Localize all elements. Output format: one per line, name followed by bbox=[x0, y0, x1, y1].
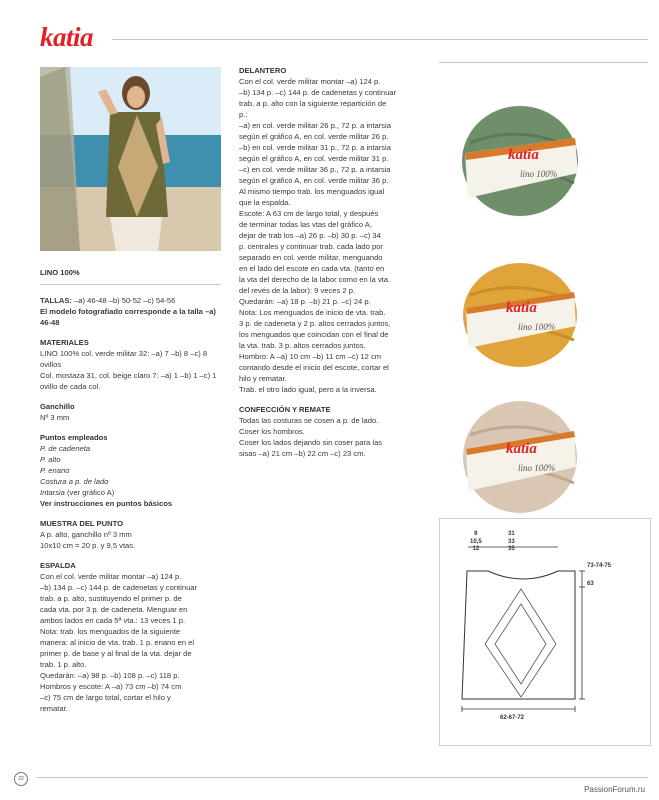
muestra-title: MUESTRA DEL PUNTO bbox=[40, 519, 123, 528]
site-watermark: PassionForum.ru bbox=[584, 785, 645, 794]
schematic-label: 12 bbox=[472, 546, 480, 552]
espalda-line: primer p. de base y al final de la vta. dejar de bbox=[40, 649, 192, 658]
schematic-label: 31 bbox=[508, 531, 515, 537]
schematic-label: 10,5 bbox=[470, 538, 482, 545]
header-rule-right bbox=[439, 62, 648, 63]
confeccion-line: sisas –a) 21 cm –b) 22 cm –c) 23 cm. bbox=[239, 449, 366, 458]
confeccion-line: Coser los hombros. bbox=[239, 427, 305, 436]
left-column bbox=[40, 267, 228, 714]
yarn-brand: katia bbox=[508, 147, 539, 163]
delantero-line: –b) en col. verde militar 31 p., 72 p. a intarsia bbox=[239, 143, 391, 152]
delantero-line: Hombro: A –a) 10 cm –b) 11 cm –c) 12 cm bbox=[239, 352, 382, 361]
yarn-ball-beige bbox=[460, 397, 580, 520]
espalda-line: Quedarán: –a) 98 p. –b) 108 p. –c) 118 p. bbox=[40, 671, 180, 680]
punto-item: P. enano bbox=[40, 466, 70, 475]
delantero-line: hilo y rematar. bbox=[239, 374, 287, 383]
ganchillo-value: Nº 3 mm bbox=[40, 413, 70, 422]
muestra-line-1: A p. alto, ganchillo nº 3 mm bbox=[40, 530, 132, 539]
delantero-line: Al mismo tiempo trab. los menguados igual bbox=[239, 187, 385, 196]
schematic-label: 33 bbox=[508, 538, 515, 545]
schematic-bottom: 62-67-72 bbox=[500, 715, 525, 721]
delantero-line: separado en col. verde militar, menguando bbox=[239, 253, 383, 262]
delantero-line: según el gráfico A, en col. verde militar 26 p. bbox=[239, 132, 389, 141]
schematic-top-right bbox=[508, 531, 515, 554]
espalda-line: –b) 134 p. –c) 144 p. de cadenetas y continuar bbox=[40, 583, 198, 592]
schematic-side-neck: 63 bbox=[587, 581, 594, 587]
espalda-line: –c) 75 cm de largo total, cortar el hilo y bbox=[40, 693, 171, 702]
yarn-ball-green bbox=[460, 103, 580, 223]
delantero-line: p. centrales y continuar trab. cada lado por bbox=[239, 242, 383, 251]
intarsia-label: Intarsia bbox=[40, 488, 65, 497]
katia-logo: katia bbox=[40, 22, 94, 52]
delantero-line: p.: bbox=[239, 110, 248, 119]
yarn-brand: katia bbox=[506, 300, 537, 316]
delantero-line: los menguados que coincidan con el final de bbox=[239, 330, 389, 339]
delantero-line: Quedarán: –a) 18 p. –b) 21 p. –c) 24 p. bbox=[239, 297, 371, 306]
confeccion-line: Coser los lados dejando sin coser para las bbox=[239, 438, 383, 447]
muestra-line-2: 10x10 cm = 20 p. y 9,5 vtas. bbox=[40, 541, 136, 550]
delantero-line: Trab. el otro lado igual, pero a la inversa. bbox=[239, 385, 377, 394]
schematic-side-total: 73-74-75 bbox=[587, 563, 612, 569]
model-photo bbox=[40, 67, 221, 251]
espalda-line: manera: al inicio de vta. trab. 1 p. enano en el bbox=[40, 638, 195, 647]
schematic-label: 9 bbox=[474, 531, 478, 537]
confeccion-title: CONFECCIÓN Y REMATE bbox=[239, 405, 331, 414]
yarn-label: lino 100% bbox=[520, 169, 558, 179]
ganchillo-title: Ganchillo bbox=[40, 402, 75, 411]
yarn-label: lino 100% bbox=[518, 463, 556, 473]
delantero-line: –a) en col. verde militar 26 p., 72 p. a intarsia bbox=[239, 121, 391, 130]
espalda-line: ambos lados en cada 5ª vta.: 13 veces 1 p. bbox=[40, 616, 186, 625]
delantero-text bbox=[239, 76, 431, 395]
delantero-line: 3 p. de cadeneta y 2 p. altos cerrados juntos, bbox=[239, 319, 391, 328]
delantero-line: la vta del derecho de la labor como en la vta. bbox=[239, 275, 391, 284]
espalda-line: Con el col. verde militar montar –a) 124 p. bbox=[40, 572, 182, 581]
espalda-line: rematar. bbox=[40, 704, 68, 713]
yarn-label: lino 100% bbox=[518, 322, 556, 332]
delantero-line: Nota: Los menguados de inicio de vta. trab. bbox=[239, 308, 386, 317]
materiales-title: MATERIALES bbox=[40, 338, 89, 347]
delantero-line: según el gráfico A, en col. verde militar 36 p. bbox=[239, 176, 389, 185]
puntos-title: Puntos empleados bbox=[40, 433, 108, 442]
punto-item: Costura a p. de lado bbox=[40, 477, 109, 486]
page-number: 22 bbox=[14, 772, 28, 786]
delantero-line: Escote: A 63 cm de largo total, y después bbox=[239, 209, 379, 218]
header-rule-left bbox=[112, 39, 648, 40]
confeccion-text bbox=[239, 415, 431, 459]
middle-column bbox=[239, 65, 431, 459]
delantero-line: Con el col. verde militar montar –a) 124 p. bbox=[239, 77, 381, 86]
espalda-line: Hombros y escote: A –a) 73 cm –b) 74 cm bbox=[40, 682, 182, 691]
delantero-line: la vta. trab. 3 p. altos cerrados juntos. bbox=[239, 341, 366, 350]
delantero-line: que la espalda. bbox=[239, 198, 291, 207]
intarsia-rest: (ver gráfico A) bbox=[64, 488, 115, 497]
schematic-label: 35 bbox=[508, 546, 515, 552]
espalda-line: trab. a p. alto, sustituyendo el primer p. de bbox=[40, 594, 182, 603]
espalda-line: trab. 1 p. alto. bbox=[40, 660, 87, 669]
yarn-ball-mustard bbox=[460, 260, 580, 375]
yarn-brand: katia bbox=[506, 441, 537, 457]
espalda-line: cada vta. por 3 p. de cadeneta. Menguar en bbox=[40, 605, 188, 614]
title-rule bbox=[40, 284, 221, 285]
schematic-top-left bbox=[470, 531, 482, 554]
delantero-line: del revés de la labor): 9 veces 2 p. bbox=[239, 286, 356, 295]
delantero-line: dejar de trab los –a) 26 p. –b) 30 p. –c) 34 bbox=[239, 231, 381, 240]
delantero-line: de terminar todas las vtas del gráfico A, bbox=[239, 220, 372, 229]
title: LINO 100% bbox=[40, 268, 80, 277]
espalda-line: Nota: trab. los menguados de la siguiente bbox=[40, 627, 181, 636]
punto-item: P. de cadeneta bbox=[40, 444, 91, 453]
ver-instrucciones: Ver instrucciones en puntos básicos bbox=[40, 499, 173, 508]
delantero-line: –c) en col. verde militar 36 p., 72 p. a intarsia bbox=[239, 165, 391, 174]
espalda-text bbox=[40, 571, 228, 714]
tallas-value: –a) 46-48 –b) 50-52 –c) 54-56 bbox=[71, 296, 176, 305]
delantero-title: DELANTERO bbox=[239, 66, 287, 75]
materiales-line-2: Col. mostaza 31, col. beige claro 7: –a) 1 –b) 1 –c) 1 ovillo de cada col. bbox=[40, 371, 217, 391]
punto-item: P. alto bbox=[40, 455, 61, 464]
footer-rule bbox=[36, 777, 648, 778]
materiales-line-1: LINO 100% col. verde militar 32: –a) 7 –b) 8 –c) 8 ovillos bbox=[40, 349, 208, 369]
delantero-line: en el lado del escote en cada vta. (tanto en bbox=[239, 264, 385, 273]
garment-schematic bbox=[439, 518, 651, 746]
delantero-line: según el gráfico A, en col. verde militar 31 p. bbox=[239, 154, 389, 163]
delantero-line: contando desde el inicio del escote, cortar el bbox=[239, 363, 389, 372]
espalda-title: ESPALDA bbox=[40, 561, 76, 570]
tallas-label: TALLAS: bbox=[40, 296, 72, 305]
delantero-line: –b) 134 p. –c) 144 p. de cadenetas y continuar bbox=[239, 88, 397, 97]
confeccion-line: Todas las costuras se cosen a p. de lado. bbox=[239, 416, 379, 425]
tallas-photo-note: El modelo fotografiado corresponde a la talla –a) 46-48 bbox=[40, 307, 216, 327]
delantero-line: trab. a p. alto con la siguiente repartición de bbox=[239, 99, 387, 108]
